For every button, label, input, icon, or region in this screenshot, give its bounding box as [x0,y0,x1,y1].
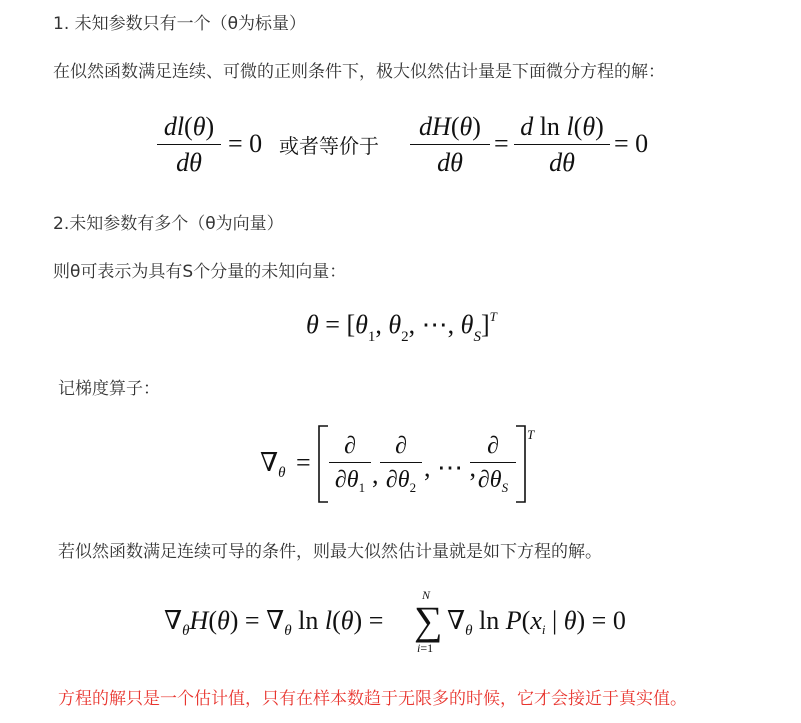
fraction-dH-dtheta: dH(θ) dθ [410,112,490,178]
partial-theta-s: ∂ $\partial\theta_S$ [470,432,516,497]
condition-description: 若似然函数满足连续可导的条件，则最大似然估计量就是如下方程的解。 [58,542,602,562]
equation-gradient-likelihood-sum: $\nabla_\theta H(\theta) = \nabla_\theta$ ln l(θ) = N ∑ i=1 $\nabla_\theta$ ln P(xi | θ) = 0 [164,588,626,655]
section-2-description: 则θ可表示为具有S个分量的未知向量： [53,262,347,282]
note-warning: 方程的解只是一个估计值，只有在样本数趋于无限多的时候，它才会接近于真实值。 [58,689,687,709]
partial-theta-2: ∂ $\partial\theta_2$ [380,432,422,497]
gradient-operator-label: 记梯度算子： [58,379,160,399]
partial-theta-1: ∂ $\partial\theta_1$ [329,432,371,497]
equation-theta-vector: $\theta = [\theta_1$, $\theta_2$, ⋯, $\theta_S]^T$ [306,309,497,345]
equation-gradient-operator: $\nabla_\theta$ = ∂ $\partial\theta_1$ , ∂ $\partial\theta_2$ , ⋯ , ∂ $\partial\theta_S$ T [0,0,801,520]
section-1-description: 在似然函数满足连续、可微的正则条件下，极大似然估计量是下面微分方程的解： [53,62,665,82]
fraction-dl-dtheta: dl(θ) dθ [157,112,221,178]
equation-likelihood-derivative: dl(θ) dθ = 0 或者等价于 dH(θ) dθ = d ln l(θ) dθ = 0 [0,0,801,200]
section-1-heading: 1. 未知参数只有一个（θ为标量） [53,14,307,34]
equivalence-connector: 或者等价于 [279,134,379,158]
fraction-dlnl-dtheta: d ln l(θ) dθ [514,112,610,178]
section-2-heading: 2.未知参数有多个（θ为向量） [53,214,284,234]
